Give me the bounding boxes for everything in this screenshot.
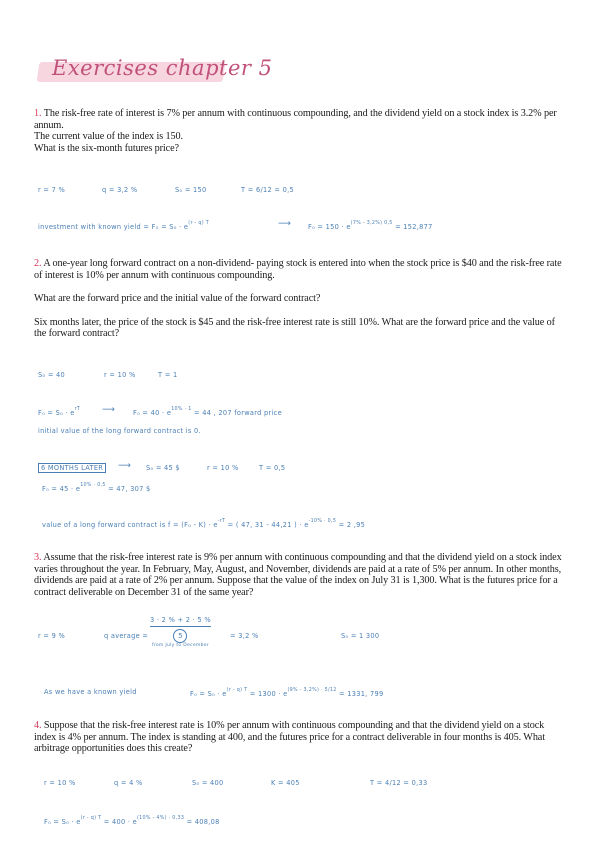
question-3	[34, 552, 564, 598]
calc-step: = 1300 · e	[249, 690, 288, 698]
question-2	[34, 258, 564, 340]
note-calc	[190, 688, 383, 698]
question-part: What are the forward price and the initial value of the forward contract?	[34, 293, 321, 305]
value-calc-exponent: -10% · 0,5	[308, 519, 337, 524]
calc-step: = 400 · e	[103, 818, 138, 826]
note-r: r = 10 %	[44, 779, 76, 787]
note-t: T = 4/12 = 0,33	[370, 779, 428, 787]
note-s0: S₀ = 45 $	[146, 464, 180, 472]
note-t: T = 1	[158, 371, 178, 379]
note-formula	[44, 816, 220, 826]
question-number: 4.	[34, 720, 42, 731]
note-q: q = 4 %	[114, 779, 143, 787]
question-number: 3.	[34, 552, 42, 563]
title-banner	[38, 56, 273, 86]
calc-exponent: 10% · 0,5	[80, 483, 106, 488]
value-exponent: -rT	[217, 519, 226, 524]
formula-label: F₀ = S₀ · e	[44, 818, 81, 826]
note-s0: S₀ = 1 300	[341, 632, 380, 640]
note-t: T = 0,5	[259, 464, 286, 472]
note-calc	[133, 407, 282, 417]
note-r: r = 10 %	[104, 371, 136, 379]
boxed-label: 6 MONTHS LATER	[38, 463, 106, 473]
page-title: Exercises chapter 5	[52, 56, 273, 80]
note-t: T = 6/12 = 0,5	[241, 186, 294, 194]
note-s0: S₀ = 400	[192, 779, 224, 787]
calc-label: F₀ = S₀ · e	[190, 690, 227, 698]
question-line: What is the six-month futures price?	[34, 142, 179, 154]
note-r: r = 10 %	[207, 464, 239, 472]
value-label: value of a long forward contract is f = (F₀ - K) · e	[42, 521, 218, 529]
note-s0: S₀ = 40	[38, 371, 66, 379]
note-formula	[38, 221, 209, 231]
formula-exponent: rT	[74, 407, 81, 412]
note-calc	[42, 483, 151, 493]
calc-step-exponent: (9% - 3,2%) · 5/12	[287, 688, 337, 693]
question-text: A one-year long forward contract on a non-dividend- paying stock is entered into when the stock price is $40 and the risk-free rate of interest is 10% per annum with continuous compounding.	[34, 258, 562, 281]
note-calc	[308, 221, 433, 231]
value-result: = 2 ,95	[338, 521, 366, 529]
formula-exponent: (r - q) T	[80, 816, 102, 821]
arrow-icon: ⟶	[102, 405, 116, 415]
note-r: r = 7 %	[38, 186, 66, 194]
fraction-denominator: 5	[173, 629, 187, 643]
fraction-numerator: 3 · 2 % + 2 · 5 %	[150, 616, 211, 624]
note-value	[42, 519, 365, 529]
note-r: r = 9 %	[38, 632, 66, 640]
arrow-icon: ⟶	[278, 219, 292, 229]
note-later	[38, 464, 106, 472]
calc-label: F₀ = 150 · e	[308, 223, 351, 231]
calc-exponent: (7% - 3,2%) 0,5	[350, 221, 393, 226]
question-number: 1.	[34, 108, 42, 119]
calc-result: = 408,08	[186, 818, 220, 826]
note-known-yield: As we have a known yield	[44, 688, 137, 696]
calc-result: = 44 , 207 forward price	[193, 409, 282, 417]
note-fraction	[150, 616, 211, 648]
calc-label: F₀ = 45 · e	[42, 485, 81, 493]
value-calc: = ( 47, 31 - 44,21 ) · e	[227, 521, 309, 529]
arrow-icon: ⟶	[118, 461, 132, 471]
question-text: Assume that the risk-free interest rate is 9% per annum with continuous compounding and that the dividend yield on a stock index varies throughout the year. In February, May, August, and November, dividends are paid at a rate of 5% per annum. In other months, dividends are paid at a rate of 2% per annum. Suppose that the value of the index on July 31 is 1,300. What is the futures price for a contract deliverable on December 31 of the same year?	[34, 552, 562, 598]
calc-step-exponent: (10% - 4%) · 0,33	[137, 816, 185, 821]
question-text: The risk-free rate of interest is 7% per annum with continuous compounding, and the dividend yield on a stock index is 3.2% per annum.	[34, 108, 557, 131]
calc-result: = 1331, 799	[338, 690, 384, 698]
formula-label: F₀ = S₀ · e	[38, 409, 75, 417]
calc-result: = 152,877	[395, 223, 433, 231]
calc-exponent: (r - q) T	[226, 688, 248, 693]
question-text: Suppose that the risk-free interest rate is 10% per annum with continuous compounding and that the dividend yield on a stock index is 4% per annum. The index is standing at 400, and the futures price for a contract deliverable in four months is 405. What arbitrage opportunities does this create?	[34, 720, 545, 755]
note-s0: S₀ = 150	[175, 186, 207, 194]
note-q-average: q average =	[104, 632, 149, 640]
calc-label: F₀ = 40 · e	[133, 409, 172, 417]
note-k: K = 405	[271, 779, 300, 787]
note-initial-value: initial value of the long forward contract is 0.	[38, 427, 201, 435]
note-q: q = 3,2 %	[102, 186, 138, 194]
question-4	[34, 720, 564, 755]
question-line: The current value of the index is 150.	[34, 131, 183, 143]
question-part: Six months later, the price of the stock is $45 and the risk-free interest rate is still 10%. What are the forward price and the value of the forward contract?	[34, 316, 555, 340]
note-formula	[38, 407, 80, 417]
formula-exponent: (r - q) T	[188, 221, 209, 226]
fraction-note: from July to December	[151, 643, 209, 648]
note-q-result: = 3,2 %	[230, 632, 259, 640]
question-1	[34, 108, 564, 154]
question-number: 2.	[34, 258, 42, 269]
calc-result: = 47, 307 $	[108, 485, 151, 493]
formula-label: investment with known yield = F₀ = S₀ · e	[38, 223, 189, 231]
calc-exponent: 10% · 1	[171, 407, 192, 412]
